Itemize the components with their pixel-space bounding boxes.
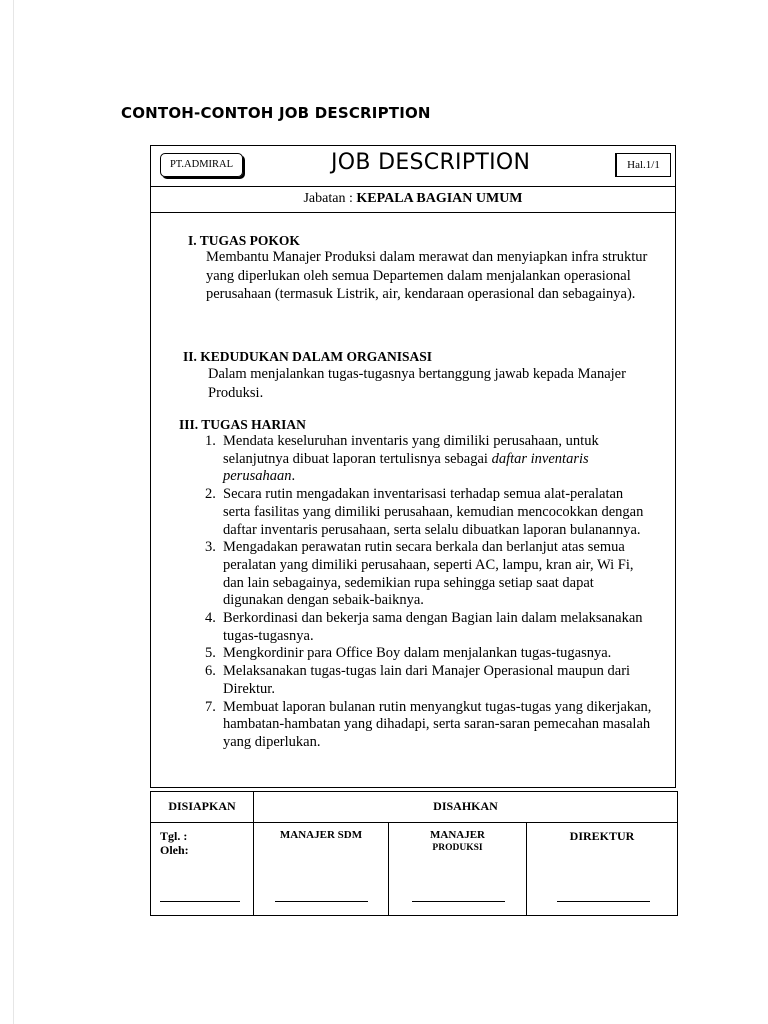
text-line (223, 451, 675, 469)
text-line: Dalam menjalankan tugas-tugasnya bertanggung jawab kepada Manajer (208, 366, 626, 382)
text-line: yang diperlukan oleh semua Departemen dalam menjalankan operasional (206, 267, 631, 284)
text-line: Membantu Manajer Produksi dalam merawat dan menyiapkan infra struktur (206, 249, 648, 265)
text-line: Mengadakan perawatan rutin secara berkala dan berlanjut atas semua (223, 539, 625, 556)
text-line: Mengkordinir para Office Boy dalam menjalankan tugas-tugasnya. (223, 645, 612, 662)
text-line: digunakan dengan sebaik-baiknya. (223, 592, 424, 609)
prepared-signature-cell (151, 823, 254, 916)
item-number: 3. (205, 539, 216, 556)
item-number: 2. (205, 486, 216, 503)
list-item (205, 699, 675, 752)
prepared-header: DISIAPKAN (151, 792, 254, 823)
prepared-fields (160, 829, 189, 857)
list-item (205, 663, 675, 698)
daily-task-list (205, 433, 675, 752)
text-line: daftar inventaris perusahaan, serta selalu dibuatkan laporan bulanannya. (223, 521, 641, 538)
signer-cell-director (527, 823, 678, 916)
signer-cell-hr-manager (254, 823, 389, 916)
text-line: Direktur. (223, 680, 275, 697)
text-line: Membuat laporan bulanan rutin menyangkut tugas-tugas yang dikerjakan, (223, 698, 652, 715)
position-row (151, 186, 675, 213)
text-line: Berkordinasi dan bekerja sama dengan Bagian lain dalam melaksanakan (223, 610, 643, 627)
page-number-badge: Hal.1/1 (615, 153, 671, 177)
section-position-body (208, 365, 626, 402)
text-line: Melaksanakan tugas-tugas lain dari Manajer Operasional maupun dari (223, 663, 631, 680)
list-item (205, 610, 675, 645)
section-main-task-body (206, 248, 647, 304)
signer-title: MANAJER SDM (279, 829, 363, 841)
text-line (223, 468, 675, 486)
item-number: 7. (205, 698, 216, 715)
text-line: hambatan-hambatan yang dihadapi, serta saran-saran pemecahan masalah (223, 716, 651, 733)
signer-subtitle: PRODUKSI (432, 843, 483, 853)
text-line: yang diperlukan. (223, 733, 321, 750)
signature-line (160, 901, 240, 902)
section-daily-tasks-title: III. TUGAS HARIAN (179, 417, 306, 432)
text-fragment: selanjutnya dibuat laporan tertulisnya sebagai (223, 450, 492, 467)
list-item (205, 433, 675, 486)
italic-fragment: perusahaan (223, 468, 292, 485)
list-item (205, 539, 675, 610)
date-label: Tgl. : (160, 829, 188, 843)
signer-title-block (389, 829, 526, 853)
signature-line (557, 901, 650, 902)
text-line: Secara rutin mengadakan inventarisasi terhadap semua alat-peralatan (223, 486, 624, 503)
text-fragment: . (291, 468, 296, 485)
position-value: KEPALA BAGIAN UMUM (356, 191, 523, 206)
list-item (205, 486, 675, 539)
item-number: 1. (205, 433, 216, 449)
text-line: serta fasilitas yang dimiliki perusahaan, kemudian mencocokkan dengan (223, 503, 644, 520)
italic-fragment: daftar inventaris (491, 450, 589, 467)
item-number: 5. (205, 645, 216, 662)
signature-line (275, 901, 368, 902)
company-badge: PT.ADMIRAL (160, 153, 243, 177)
item-number: 6. (205, 663, 216, 680)
text-line: Produksi. (208, 384, 264, 401)
section-position-title: II. KEDUDUKAN DALAM ORGANISASI (183, 349, 433, 364)
signer-title: DIREKTUR (569, 829, 635, 843)
approval-table (150, 791, 678, 916)
text-line: tugas-tugasnya. (223, 627, 314, 644)
section-main-task-title: I. TUGAS POKOK (188, 233, 300, 248)
job-description-form (150, 145, 676, 788)
item-number: 4. (205, 610, 216, 627)
list-item (205, 645, 675, 663)
by-label: Oleh: (160, 843, 189, 857)
signer-cell-production-manager (389, 823, 527, 916)
page-heading: CONTOH-CONTOH JOB DESCRIPTION (121, 104, 431, 122)
position-label: Jabatan : (303, 191, 357, 206)
text-line: Mendata keseluruhan inventaris yang dimiliki perusahaan, untuk (223, 433, 599, 449)
text-line: perusahaan (termasuk Listrik, air, kendaraan operasional dan sebagainya). (206, 286, 636, 302)
signer-title: MANAJER (430, 829, 485, 841)
signature-line (412, 901, 505, 902)
page-edge (13, 0, 14, 1024)
form-title: JOB DESCRIPTION (331, 150, 531, 175)
approved-header: DISAHKAN (254, 792, 678, 823)
form-header (151, 146, 675, 187)
text-line: dan lain sebagainya, sedemikian rupa sehingga setiap saat dapat (223, 574, 594, 591)
text-line: peralatan yang dimiliki perusahaan, seperti AC, lampu, kran air, Wi Fi, (223, 556, 634, 573)
